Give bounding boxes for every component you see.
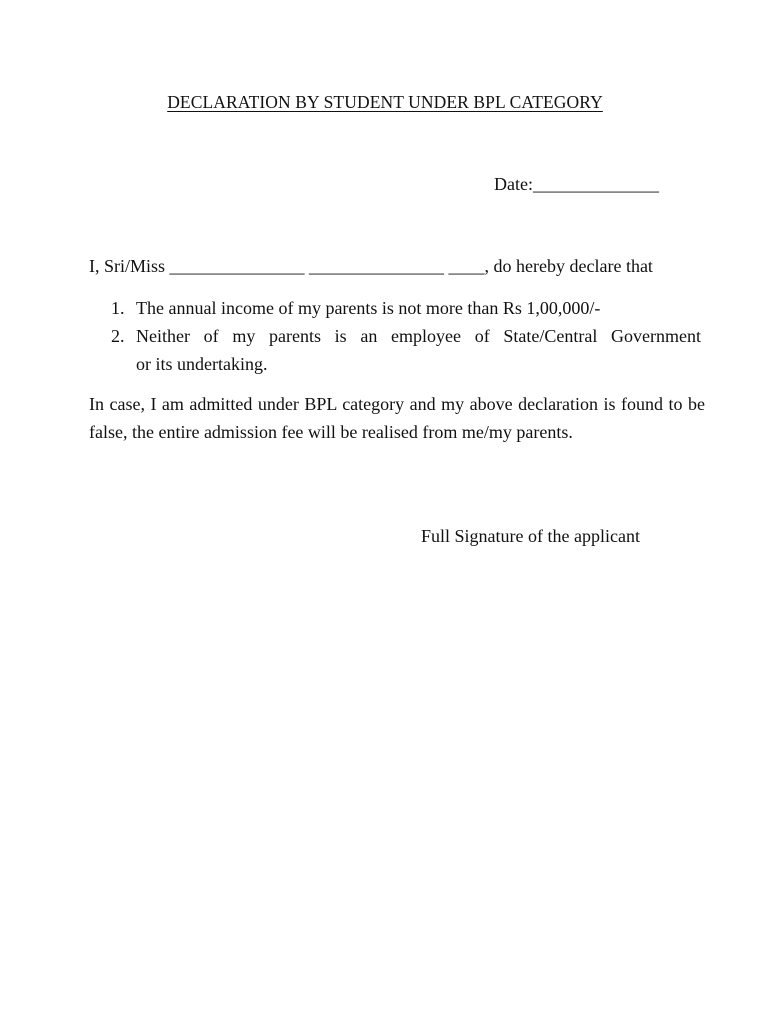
page-title: DECLARATION BY STUDENT UNDER BPL CATEGORY — [167, 92, 603, 112]
date-line: Date:______________ — [494, 174, 659, 194]
condition-text: The annual income of my parents is not more than Rs 1,00,000/- — [136, 298, 601, 318]
signature-label: Full Signature of the applicant — [421, 526, 640, 546]
condition-text-continued: or its undertaking. — [136, 354, 268, 374]
condition-item — [111, 322, 701, 378]
declaration-conditions — [111, 294, 701, 378]
declarant-line: I, Sri/Miss _______________ _______________ ____, do hereby declare that — [89, 256, 653, 276]
condition-number: 1. — [111, 298, 125, 318]
condition-item — [111, 294, 701, 322]
condition-text: Neither of my parents is an employee of State/Central Government — [136, 326, 701, 346]
consequence-paragraph: In case, I am admitted under BPL category and my above declaration is found to be false, the entire admission fee will be realised from me/my parents. — [89, 394, 705, 442]
condition-number: 2. — [111, 326, 125, 346]
